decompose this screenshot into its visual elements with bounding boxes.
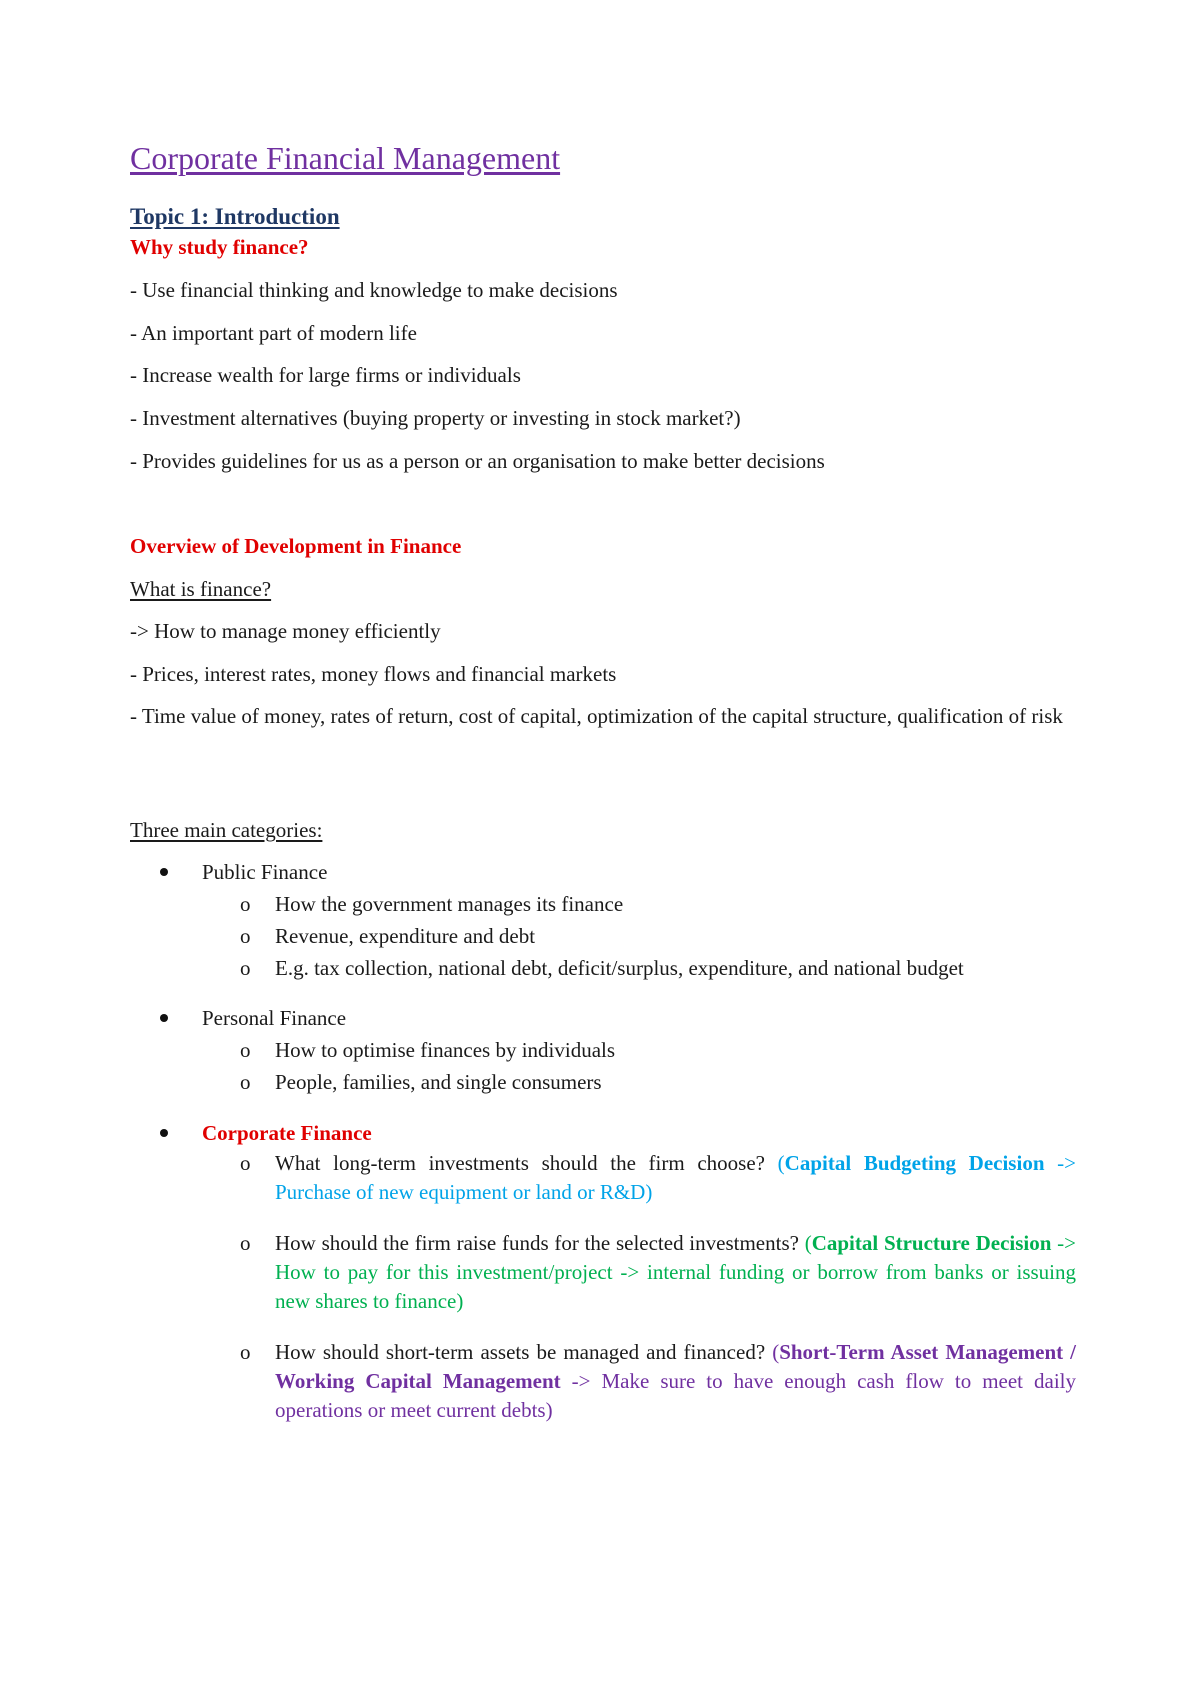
why-item: - Use financial thinking and knowledge to make decisions xyxy=(130,278,618,302)
why-item: - Provides guidelines for us as a person or an organisation to make better decisions xyxy=(130,449,825,473)
why-item: - An important part of modern life xyxy=(130,321,417,345)
sub-bullet-icon: o xyxy=(240,1038,251,1062)
overview-heading: Overview of Development in Finance xyxy=(130,534,462,558)
categories-label: Three main categories: xyxy=(130,818,323,842)
document-title: Corporate Financial Management xyxy=(130,140,561,176)
topic-heading: Topic 1: Introduction xyxy=(130,204,340,229)
sub-bullet-icon: o xyxy=(240,1070,251,1094)
sub-bullet-icon: o xyxy=(240,1151,251,1175)
corporate-item-working-capital: o How should short-term assets be managed and financed? (Short-Term Asset Management / Working Capital Management -> Make sure to have enough cash flow to meet daily operations or meet current debts) xyxy=(240,1340,1077,1422)
sub-item: o How the government manages its finance xyxy=(130,888,1076,920)
sub-bullet-icon: o xyxy=(240,1231,251,1255)
sub-bullet-icon: o xyxy=(240,924,251,948)
sub-item: o People, families, and single consumers xyxy=(130,1066,1076,1098)
corporate-item-capital-structure: o How should the firm raise funds for the selected investments? (Capital Structure Decision -> How to pay for this investment/project -> internal funding or borrow from banks or issuing new shares to finance) xyxy=(240,1231,1077,1313)
category-personal-finance xyxy=(130,1002,1076,1098)
what-is-finance: What is finance? xyxy=(130,577,272,601)
capital-structure-term: Capital Structure Decision xyxy=(811,1231,1052,1255)
why-item: - Increase wealth for large firms or individuals xyxy=(130,363,521,387)
overview-item: - Prices, interest rates, money flows and financial markets xyxy=(130,662,617,686)
why-item: - Investment alternatives (buying property or investing in stock market?) xyxy=(130,406,741,430)
corporate-item-capital-budgeting: o What long-term investments should the firm choose? (Capital Budgeting Decision -> Purchase of new equipment or land or R&D) xyxy=(240,1151,1076,1204)
bullet-icon xyxy=(160,868,168,876)
capital-budgeting-term: Capital Budgeting Decision xyxy=(784,1151,1045,1175)
overview-item: - Time value of money, rates of return, cost of capital, optimization of the capital structure, qualification of risk xyxy=(130,704,1063,728)
overview-item: -> How to manage money efficiently xyxy=(130,619,441,643)
category-corporate-finance xyxy=(130,1117,1076,1425)
why-study-section xyxy=(130,232,1076,262)
working-capital-term: Short-Term Asset Management / Working Capital Management xyxy=(275,1340,1077,1393)
category-label: Corporate Finance xyxy=(202,1121,372,1145)
category-label: Public Finance xyxy=(202,860,328,884)
sub-item: o Revenue, expenditure and debt xyxy=(130,920,1076,952)
category-public-finance xyxy=(130,856,1076,984)
bullet-icon xyxy=(160,1129,168,1137)
sub-bullet-icon: o xyxy=(240,892,251,916)
sub-bullet-icon: o xyxy=(240,956,251,980)
bullet-icon xyxy=(160,1014,168,1022)
overview-section xyxy=(130,531,1076,561)
category-label: Personal Finance xyxy=(202,1006,347,1030)
sub-bullet-icon: o xyxy=(240,1340,251,1364)
why-heading: Why study finance? xyxy=(130,235,309,259)
sub-item: o How to optimise finances by individuals xyxy=(130,1034,1076,1066)
sub-item: o E.g. tax collection, national debt, deficit/surplus, expenditure, and national budget xyxy=(130,952,1076,984)
